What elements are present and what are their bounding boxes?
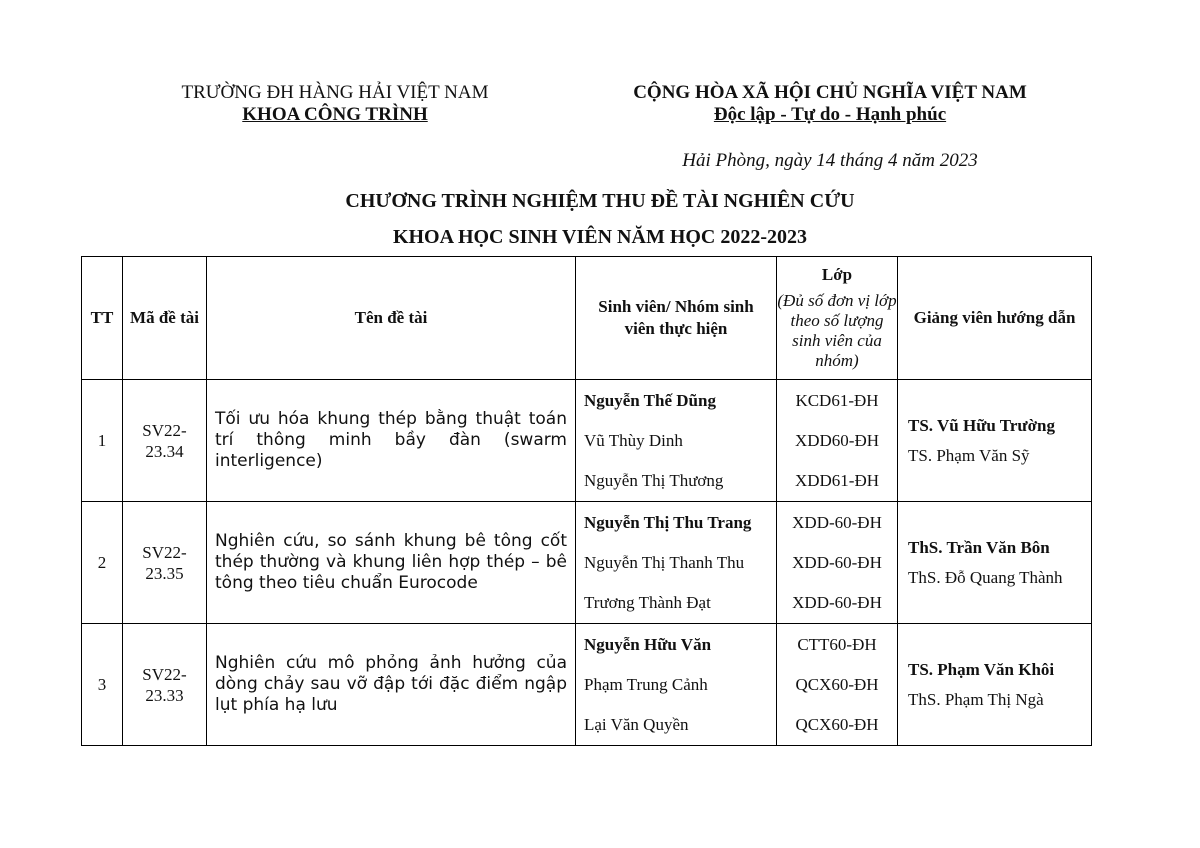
advisor-main: TS. Vũ Hữu Trường [908, 415, 1055, 435]
header-gv: Giảng viên hướng dẫn [898, 257, 1092, 380]
student-member: Phạm Trung Cảnh [584, 674, 708, 694]
document-title-line1: CHƯƠNG TRÌNH NGHIỆM THU ĐỀ TÀI NGHIÊN CỨU [345, 190, 855, 212]
document-title-line2: KHOA HỌC SINH VIÊN NĂM HỌC 2022-2023 [392, 226, 808, 248]
class-item: KCD61-ĐH [795, 390, 879, 410]
cell-ma: SV22-23.33 [123, 624, 207, 746]
header-lop-title: Lớp [821, 265, 853, 284]
cell-ten: Tối ưu hóa khung thép bằng thuật toán trí thông minh bầy đàn (swarm interligence) [207, 380, 576, 502]
student-member: Lại Văn Quyền [584, 714, 689, 734]
student-member: Nguyễn Thị Thương [584, 470, 724, 490]
student-leader: Nguyễn Thế Dũng [584, 390, 716, 410]
cell-ten: Nghiên cứu mô phỏng ảnh hưởng của dòng chảy sau vỡ đập tới đặc điểm ngập lụt phía hạ lưu [207, 624, 576, 746]
date-line: Hải Phòng, ngày 14 tháng 4 năm 2023 [682, 150, 978, 171]
class-item: XDD-60-ĐH [792, 552, 882, 572]
cell-tt: 2 [82, 502, 123, 624]
class-item: QCX60-ĐH [795, 714, 879, 734]
class-item: XDD61-ĐH [794, 470, 880, 490]
advisor-co: ThS. Đỗ Quang Thành [908, 567, 1063, 587]
class-item: QCX60-ĐH [795, 674, 879, 694]
advisor-main: TS. Phạm Văn Khôi [908, 659, 1055, 679]
national-motto [590, 104, 1070, 126]
class-item: XDD-60-ĐH [792, 592, 882, 612]
header-sv: Sinh viên/ Nhóm sinh viên thực hiện [576, 257, 777, 380]
table-row [82, 380, 1092, 502]
cell-ten: Nghiên cứu, so sánh khung bê tông cốt thép thường và khung liên hợp thép – bê tông theo tiêu chuẩn Eurocode [207, 502, 576, 624]
cell-students [576, 624, 777, 746]
cell-ma: SV22-23.35 [123, 502, 207, 624]
header-tt: TT [82, 257, 123, 380]
header-lop [777, 257, 898, 380]
advisor-co: TS. Phạm Văn Sỹ [908, 445, 1030, 465]
student-leader: Nguyễn Hữu Văn [584, 634, 712, 654]
class-item: XDD60-ĐH [794, 430, 880, 450]
faculty-name [150, 104, 520, 126]
schedule-table [81, 256, 1092, 746]
cell-classes [777, 502, 898, 624]
header-ma: Mã đề tài [123, 257, 207, 380]
class-item: CTT60-ĐH [797, 634, 877, 654]
national-title: CỘNG HÒA XÃ HỘI CHỦ NGHĨA VIỆT NAM [633, 82, 1027, 103]
cell-students [576, 380, 777, 502]
cell-advisors [898, 380, 1092, 502]
advisor-main: ThS. Trần Văn Bôn [908, 537, 1050, 557]
cell-tt: 1 [82, 380, 123, 502]
cell-classes [777, 624, 898, 746]
cell-advisors [898, 502, 1092, 624]
cell-ma: SV22-23.34 [123, 380, 207, 502]
header-left [150, 82, 520, 126]
table-row [82, 624, 1092, 746]
national-motto-text: Độc lập - Tự do - Hạnh phúc [713, 104, 947, 125]
table-row [82, 502, 1092, 624]
student-leader: Nguyễn Thị Thu Trang [584, 512, 752, 532]
student-member: Vũ Thùy Dinh [584, 430, 683, 450]
university-name: TRƯỜNG ĐH HÀNG HẢI VIỆT NAM [181, 82, 489, 103]
header-right [590, 82, 1070, 126]
cell-classes [777, 380, 898, 502]
cell-students [576, 502, 777, 624]
advisor-co: ThS. Phạm Thị Ngà [908, 689, 1044, 709]
faculty-name-text: KHOA CÔNG TRÌNH [242, 104, 428, 125]
header-ten: Tên đề tài [207, 257, 576, 380]
cell-advisors [898, 624, 1092, 746]
cell-tt: 3 [82, 624, 123, 746]
student-member: Nguyễn Thị Thanh Thu [584, 552, 745, 572]
class-item: XDD-60-ĐH [792, 512, 882, 532]
student-member: Trương Thành Đạt [584, 592, 711, 612]
table-header-row [82, 257, 1092, 380]
header-lop-note: (Đủ số đơn vị lớp theo số lượng sinh viên của nhóm) [777, 291, 897, 370]
